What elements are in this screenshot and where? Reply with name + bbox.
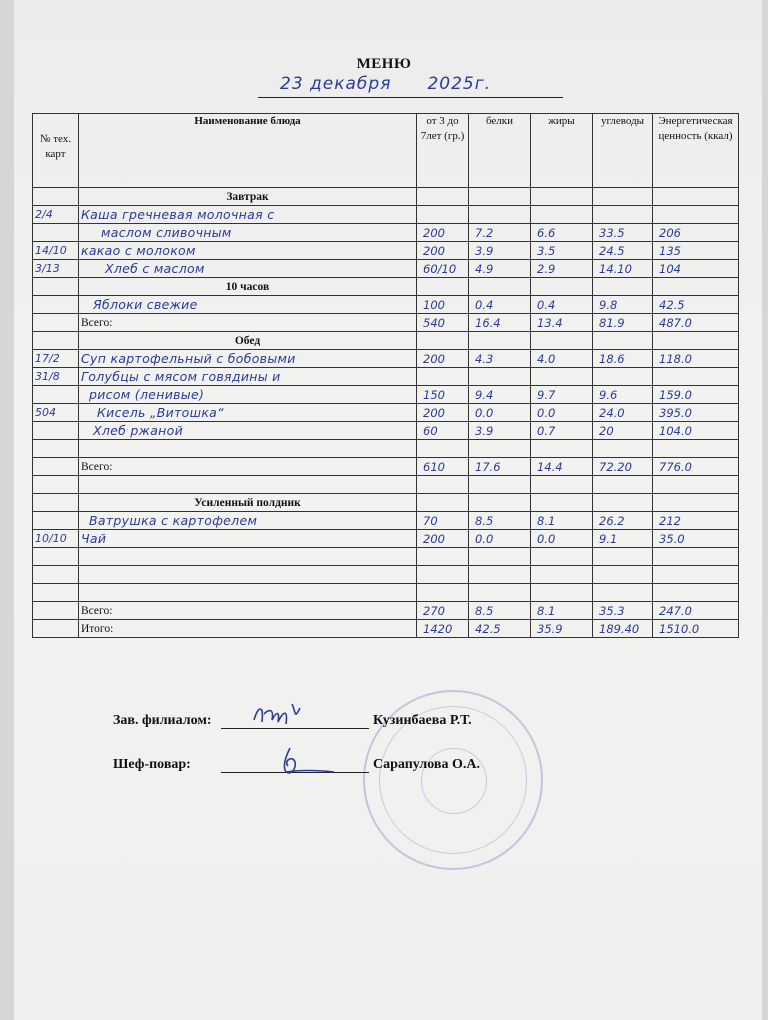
table-row: 14/10 какао с молоком 200 3.9 3.5 24.5 135 <box>33 242 739 260</box>
date-day-month: 23 декабря <box>280 74 392 94</box>
grand-total-row: Итого: 1420 42.5 35.9 189.40 1510.0 <box>33 620 739 638</box>
section-row <box>33 188 739 206</box>
col-portion: от 3 до 7лет (гр.) <box>417 114 469 188</box>
dish-name: Суп картофельный с бобовыми <box>79 350 417 368</box>
menu-table <box>32 113 739 638</box>
dish-name: Яблоки свежие <box>79 296 417 314</box>
empty-row <box>33 548 739 566</box>
header-row <box>33 114 739 188</box>
dish-name: Кисель „Витошка“ <box>79 404 417 422</box>
col-fat: жиры <box>531 114 593 188</box>
col-name: Наименование блюда <box>79 114 417 188</box>
empty-row <box>33 476 739 494</box>
section-snack: Усиленный полдник <box>79 494 417 512</box>
manager-name: Кузинбаева Р.Т. <box>373 713 472 728</box>
total-row: Всего: 610 17.6 14.4 72.20 776.0 <box>33 458 739 476</box>
manager-signature <box>248 698 324 730</box>
total-row: Всего: 270 8.5 8.1 35.3 247.0 <box>33 602 739 620</box>
table-row: 504 Кисель „Витошка“ 200 0.0 0.0 24.0 395.0 <box>33 404 739 422</box>
page-title: МЕНЮ <box>356 56 412 72</box>
table-row: Ватрушка с картофелем 70 8.5 8.1 26.2 212 <box>33 512 739 530</box>
total-row: Всего: 540 16.4 13.4 81.9 487.0 <box>33 314 739 332</box>
table-row: Яблоки свежие 100 0.4 0.4 9.8 42.5 <box>33 296 739 314</box>
table-row: 3/13 Хлеб с маслом 60/10 4.9 2.9 14.10 104 <box>33 260 739 278</box>
empty-row <box>33 440 739 458</box>
grand-total-label: Итого: <box>79 620 417 638</box>
dish-name: Каша гречневая молочная с <box>79 206 417 224</box>
section-row <box>33 278 739 296</box>
date-year: 2025г. <box>427 74 492 94</box>
total-label: Всего: <box>79 602 417 620</box>
dish-name: маслом сливочным <box>79 224 417 242</box>
col-code: № тех. карт <box>33 114 79 188</box>
section-row <box>33 332 739 350</box>
empty-row <box>33 566 739 584</box>
dish-name: Чай <box>79 530 417 548</box>
menu-date <box>280 74 491 94</box>
dish-name: рисом (ленивые) <box>79 386 417 404</box>
table-row: Хлеб ржаной 60 3.9 0.7 20 104.0 <box>33 422 739 440</box>
dish-name: Ватрушка с картофелем <box>79 512 417 530</box>
col-energy: Энергетическая ценность (ккал) <box>653 114 739 188</box>
table-row: 2/4 Каша гречневая молочная с <box>33 206 739 224</box>
manager-label: Зав. филиалом: <box>113 713 212 728</box>
chef-name: Сарапулова О.А. <box>373 757 480 772</box>
section-row <box>33 494 739 512</box>
table-row: маслом сливочным 200 7.2 6.6 33.5 206 <box>33 224 739 242</box>
dish-name: Хлеб с маслом <box>79 260 417 278</box>
total-label: Всего: <box>79 458 417 476</box>
dish-name: Голубцы с мясом говядины и <box>79 368 417 386</box>
col-protein: белки <box>469 114 531 188</box>
section-ten: 10 часов <box>79 278 417 296</box>
date-underline <box>258 97 563 98</box>
table-row: рисом (ленивые) 150 9.4 9.7 9.6 159.0 <box>33 386 739 404</box>
table-row: 10/10 Чай 200 0.0 0.0 9.1 35.0 <box>33 530 739 548</box>
empty-row <box>33 584 739 602</box>
table-row: 31/8 Голубцы с мясом говядины и <box>33 368 739 386</box>
dish-name: какао с молоком <box>79 242 417 260</box>
section-lunch: Обед <box>79 332 417 350</box>
section-breakfast: Завтрак <box>79 188 417 206</box>
col-carbs: углеводы <box>593 114 653 188</box>
chef-label: Шеф-повар: <box>113 757 191 772</box>
chef-signature <box>268 744 338 778</box>
table-row: 17/2 Суп картофельный с бобовыми 200 4.3 4.0 18.6 118.0 <box>33 350 739 368</box>
dish-name: Хлеб ржаной <box>79 422 417 440</box>
total-label: Всего: <box>79 314 417 332</box>
